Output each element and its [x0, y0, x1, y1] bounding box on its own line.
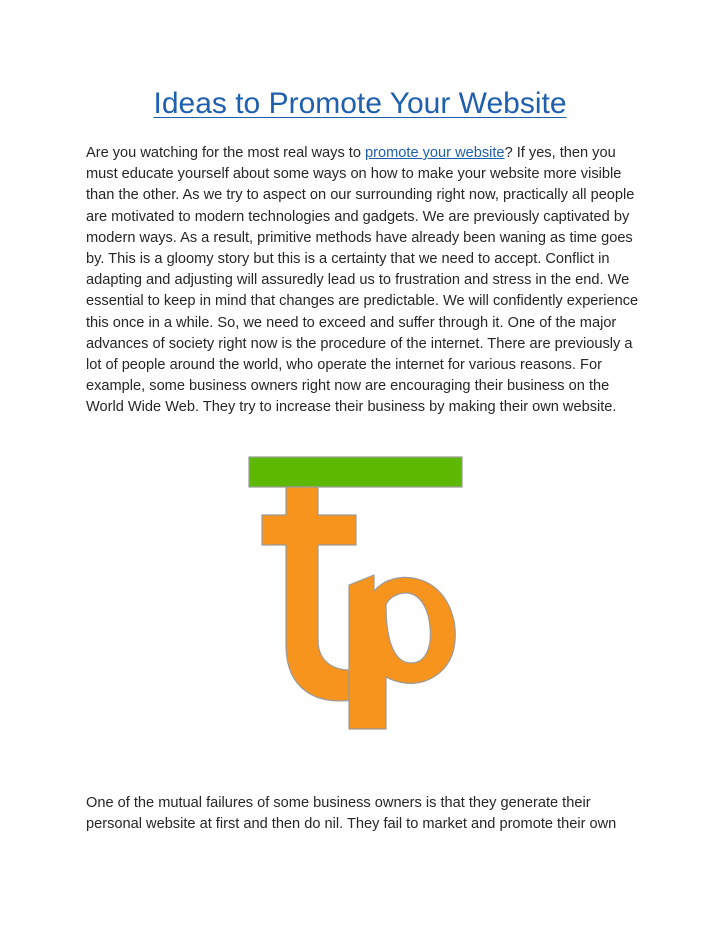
logo-letter-t [262, 487, 358, 701]
page-title: Ideas to Promote Your Website [153, 87, 567, 120]
logo-green-bar [249, 457, 462, 487]
intro-text-rest: ? If yes, then you must educate yourself about some ways on how to make your website more visible than the other. As we try to aspect on our surrounding right now, practically all people are motivated to modern technologies and gadgets. We are previously captivated by modern ways. As a result, primitive methods have already been waning as time goes by. This is a gloomy story but this is a certainty that we need to accept. Conflict in adapting and adjusting will assuredly lead us to frustration and stress in the end. We essential to keep in mind that changes are predictable. We will confidently experience this once in a while. So, we need to exceed and suffer through it. One of the major advances of society right now is the procedure of the internet. There are previously a lot of people around the world, who operate the internet for various reasons. For example, some business owners right now are encouraging their business on the World Wide Web. They try to increase their business by making their own website. [86, 145, 639, 416]
closing-paragraph: One of the mutual failures of some business owners is that they generate their personal website at first and then do nil. They fail to market and promote their own [86, 795, 617, 833]
tp-logo-icon [246, 455, 464, 731]
logo-letter-p [349, 575, 455, 729]
promote-website-link[interactable]: promote your website [365, 145, 505, 161]
intro-paragraph [86, 143, 646, 419]
intro-text-start: Are you watching for the most real ways to [86, 145, 366, 161]
